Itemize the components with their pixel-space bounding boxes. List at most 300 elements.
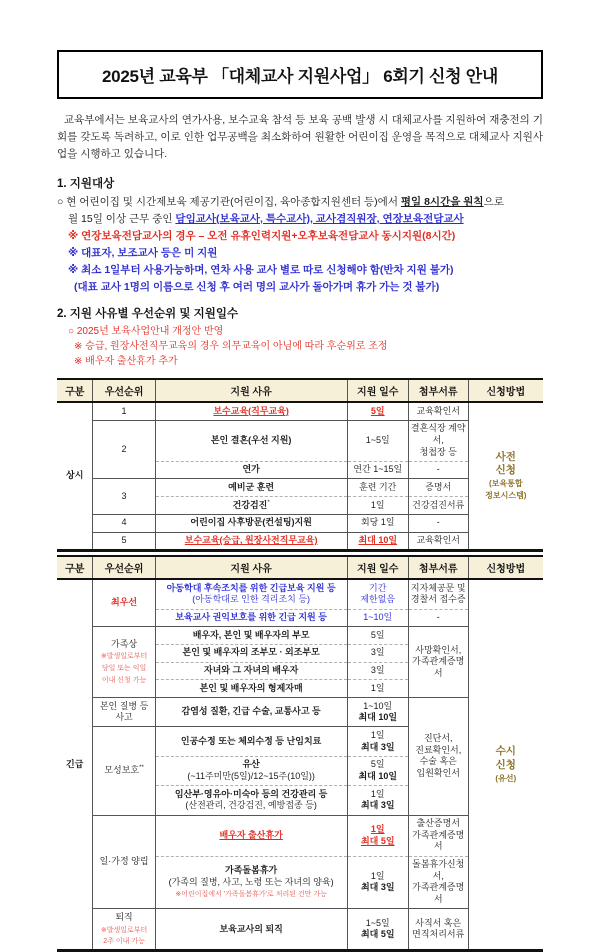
table-cell: [347, 680, 408, 698]
text-run: 최대 5일: [360, 929, 395, 940]
table-cell: [93, 514, 155, 532]
text-run: 상시: [66, 470, 84, 481]
text-run: 1일: [370, 870, 385, 881]
intro-paragraph: 교육부에서는 보육교사의 연가사용, 보수교육 참석 등 보육 공백 발생 시 대체교사를 지원하여 재충전의 기회를 갖도록 독려하고, 이로 인한 업무공백을 최소화하여 원활한 어린이집 운영을 목적으로 대체교사 지원사업을 시행하고 있습니다.: [57, 114, 543, 160]
text-run: 5일: [370, 405, 385, 416]
text-run: 청첩장 등: [419, 446, 457, 457]
text-line: [350, 517, 406, 529]
text-line: [471, 490, 541, 502]
text-line: [411, 656, 466, 679]
text-run: 보육교사의 퇴직: [219, 923, 283, 934]
column-header: 신청방법: [468, 379, 543, 402]
column-header: 신청방법: [468, 556, 543, 579]
text-run: **: [139, 765, 144, 772]
text-line: [57, 245, 543, 262]
text-line: [350, 500, 406, 512]
table-cell: [57, 402, 93, 551]
text-line: [158, 888, 345, 900]
text-run: 일·가정 양립: [99, 856, 149, 867]
text-run: 본인 결혼(우선 지원): [210, 434, 292, 445]
text-line: [350, 464, 406, 476]
text-line: [158, 665, 345, 677]
text-line: [471, 451, 541, 465]
text-run: 1: [121, 405, 127, 416]
table-cell: [155, 514, 347, 532]
text-run: 최대 3일: [360, 800, 395, 811]
text-line: [95, 597, 152, 609]
table-cell: [155, 497, 347, 515]
text-run: (산전관리, 건강검진, 예방접종 등): [185, 800, 317, 811]
text-line: [471, 759, 541, 773]
text-run: 최대 10일: [358, 535, 398, 545]
text-line: [350, 712, 406, 724]
table-cell: [93, 627, 155, 698]
text-line: [95, 712, 152, 724]
text-run: 최대 3일: [360, 882, 395, 893]
text-line: [350, 647, 406, 659]
table-cell: [155, 479, 347, 497]
text-run: 보수교육(직무교육): [213, 405, 289, 416]
column-header: 우선순위: [93, 379, 155, 402]
text-run: 최대 5일: [360, 835, 395, 846]
text-line: [95, 639, 152, 651]
text-run: 출산증명서: [416, 818, 460, 828]
table-row: [57, 579, 543, 609]
text-line: [158, 535, 345, 547]
table-cell: [155, 698, 347, 727]
text-line: [158, 771, 345, 783]
text-line: [411, 594, 466, 606]
section2-lines: [57, 324, 543, 369]
text-line: [95, 935, 152, 947]
table-cell: [155, 644, 347, 662]
text-line: [471, 773, 541, 785]
text-run: 1일: [370, 823, 385, 834]
text-run: 본인 질병 등: [99, 700, 149, 711]
text-line: [350, 789, 406, 801]
text-run: 1일: [370, 499, 385, 510]
section-support-target: [57, 175, 543, 296]
text-run: 감염성 질환, 긴급 수술, 교통사고 등: [181, 706, 321, 717]
table-cell: [57, 579, 93, 951]
text-line: [158, 612, 345, 624]
table-cell: [93, 909, 155, 951]
table-cell: [93, 579, 155, 627]
text-run: 훈련 기간: [359, 481, 397, 492]
table-cell: [408, 497, 468, 515]
text-line: [411, 406, 466, 418]
table-cell: [347, 644, 408, 662]
text-line: [350, 665, 406, 677]
table-cell: [155, 420, 347, 461]
table-cell: [155, 579, 347, 609]
text-line: [350, 482, 406, 494]
table-cell: [347, 909, 408, 951]
text-run: -: [436, 517, 440, 528]
text-run: 사전: [495, 450, 516, 463]
table-cell: [347, 420, 408, 461]
section1-heading: 1. 지원대상: [57, 178, 115, 190]
table-cell: [155, 461, 347, 479]
text-line: [350, 406, 406, 418]
text-run: 1~10일: [363, 612, 393, 623]
text-run: 신청: [495, 758, 516, 771]
text-line: [57, 324, 543, 339]
table-cell: [408, 402, 468, 420]
text-line: [350, 594, 406, 606]
table-cell: [347, 627, 408, 645]
table-cell: [347, 662, 408, 680]
text-line: [350, 836, 406, 848]
table-cell: [155, 680, 347, 698]
text-line: [158, 865, 345, 877]
text-line: [411, 464, 466, 476]
text-run: 회당 1일: [360, 517, 395, 528]
text-line: [158, 435, 345, 447]
text-run: ○ 2025년 보육사업안내 개정안 반영: [68, 326, 224, 337]
text-run: 아동학대 후속조치를 위한 긴급보육 지원 등: [166, 582, 336, 593]
text-line: [350, 871, 406, 883]
text-run: 배우자, 본인 및 배우자의 부모: [192, 629, 310, 640]
table-cell: [347, 514, 408, 532]
text-line: [411, 733, 466, 745]
text-run: 제한없음: [360, 594, 396, 605]
text-run: 진료확인서,: [415, 744, 462, 755]
table-cell: [408, 698, 468, 816]
text-run: 사직서 혹은: [415, 917, 462, 928]
table-cell: [408, 532, 468, 551]
text-run: 당일 또는 익일: [101, 665, 147, 673]
text-line: [95, 765, 152, 777]
section2-heading: 2. 지원 사유별 우선순위 및 지원일수: [57, 308, 239, 320]
text-line: [158, 736, 345, 748]
text-run: 1~5일: [365, 917, 390, 928]
table-header-row: [57, 379, 543, 402]
text-line: [350, 918, 406, 930]
text-run: (~11주미만(5일)/12~15주(10일)): [187, 770, 315, 781]
text-run: (대표 교사 1명의 이름으로 신청 후 여러 명의 교사가 돌아가며 휴가 가는 것 불가): [74, 281, 440, 293]
text-run: 예비군 훈련: [228, 481, 275, 492]
text-run: 자녀와 그 자녀의 배우자: [203, 665, 299, 676]
table-cell: [93, 815, 155, 909]
text-run: 1~10일: [363, 700, 393, 711]
table-cell: [93, 532, 155, 551]
table-cell: [93, 402, 155, 420]
text-run: ※발생일로부터: [100, 653, 148, 661]
text-run: ※발생일로부터: [100, 926, 148, 934]
text-run: 연간 1~15일: [353, 464, 403, 475]
text-line: [95, 924, 152, 936]
column-header: 구분: [57, 556, 93, 579]
text-line: [95, 491, 152, 503]
text-run: 1일: [370, 682, 385, 693]
text-line: [158, 482, 345, 494]
text-run: 교육확인서: [416, 405, 460, 416]
text-run: 본인 및 배우자의 조부모 · 외조부모: [182, 647, 320, 658]
text-run: 가족관계증명서: [412, 656, 465, 678]
text-run: ※ 배우자 출산휴가 추가: [74, 356, 178, 367]
text-line: [158, 464, 345, 476]
text-line: [471, 745, 541, 759]
text-line: [411, 818, 466, 830]
table-cell: [408, 909, 468, 951]
text-line: [57, 262, 543, 279]
text-line: [158, 683, 345, 695]
text-run: 담임교사(보육교사, 특수교사), 교사겸직원장, 연장보육전담교사: [175, 213, 464, 225]
text-line: [350, 683, 406, 695]
text-run: 3일: [370, 647, 385, 658]
table-cell: [347, 856, 408, 909]
text-line: [57, 228, 543, 245]
table-cell: [347, 698, 408, 727]
text-run: 5: [121, 535, 127, 545]
text-line: [411, 500, 466, 512]
table-cell: [408, 461, 468, 479]
table-cell: [155, 727, 347, 756]
text-line: [411, 745, 466, 757]
text-line: [158, 647, 345, 659]
text-run: 으로: [483, 196, 504, 208]
text-run: 유산: [242, 759, 260, 770]
text-line: [350, 759, 406, 771]
column-header: 지원 사유: [155, 556, 347, 579]
table-cell: [155, 402, 347, 420]
text-run: 신청: [495, 464, 516, 477]
text-line: [59, 470, 90, 482]
table-cell: [347, 815, 408, 856]
text-run: 사고: [115, 712, 133, 723]
text-line: [411, 830, 466, 853]
text-run: -: [436, 612, 440, 623]
text-line: [158, 877, 345, 889]
table-cell: [155, 756, 347, 785]
section1-lines: [57, 194, 543, 296]
text-line: [411, 583, 466, 595]
text-run: 1~5일: [365, 434, 390, 445]
table-cell: [347, 461, 408, 479]
text-line: [350, 929, 406, 941]
text-run: 2주 이내 가능: [103, 938, 145, 946]
text-line: [57, 211, 543, 228]
text-run: 모성보호: [104, 765, 140, 776]
text-line: [350, 612, 406, 624]
table-cell: [408, 627, 468, 698]
text-run: ※ 대표자, 보조교사 등은 미 지원: [68, 247, 218, 259]
text-line: [411, 423, 466, 446]
text-run: 연가: [242, 464, 260, 475]
text-line: [411, 929, 466, 941]
text-run: 수술 혹은: [419, 756, 457, 767]
text-run: (보육통합: [489, 479, 523, 489]
text-line: [471, 464, 541, 478]
text-run: (아동학대로 인한 격리조치 등): [192, 594, 311, 605]
text-line: [411, 447, 466, 459]
text-run: 기간: [369, 582, 387, 593]
text-line: [57, 279, 543, 296]
text-line: [95, 517, 152, 529]
table-cell: [408, 420, 468, 461]
text-line: [57, 194, 543, 211]
text-line: [57, 339, 543, 354]
table-cell: [155, 815, 347, 856]
text-run: -: [436, 464, 440, 475]
text-line: [95, 662, 152, 674]
table-cell: [155, 627, 347, 645]
text-line: [411, 535, 466, 547]
text-line: [158, 517, 345, 529]
text-line: [158, 500, 345, 512]
table-cell: [93, 479, 155, 514]
text-line: [350, 535, 406, 547]
column-header: 첨부서류: [408, 556, 468, 579]
text-run: 결혼식장 계약서,: [410, 423, 466, 445]
text-run: 가족돌봄휴가: [225, 864, 278, 875]
text-line: [411, 882, 466, 905]
column-header: 첨부서류: [408, 379, 468, 402]
column-header: 지원 일수: [347, 379, 408, 402]
text-run: ※ 연장보육전담교사의 경우 – 오전 유휴인력지원+오후보육전담교사 동시지원(8시간): [68, 230, 456, 242]
text-line: [158, 630, 345, 642]
text-run: 1일: [370, 729, 385, 740]
text-run: ○ 현 어린이집 및 시간제보육 제공기관(어린이집, 육아종합지원센터 등)에서: [57, 196, 401, 208]
text-run: 최대 10일: [358, 712, 398, 723]
text-run: 5일: [370, 759, 385, 770]
text-run: 3일: [370, 665, 385, 676]
text-line: [95, 701, 152, 713]
text-line: [411, 756, 466, 768]
urgent-support-table: [57, 555, 543, 952]
text-run: 보수교육(승급, 원장사전직무교육): [184, 535, 318, 545]
text-run: 입원확인서: [416, 767, 460, 778]
text-run: 최대 3일: [360, 741, 395, 752]
column-header: 지원 사유: [155, 379, 347, 402]
text-line: [350, 701, 406, 713]
text-run: 건강검진: [232, 499, 268, 510]
text-line: [350, 730, 406, 742]
text-line: [57, 354, 543, 369]
text-line: [411, 517, 466, 529]
text-run: 건강검진서류: [412, 499, 465, 510]
text-run: (가족의 질병, 사고, 노령 또는 자녀의 양육): [168, 876, 334, 887]
text-run: 임산부·영유아·미숙아 등의 건강관리 등: [174, 788, 328, 799]
text-line: [158, 706, 345, 718]
text-run: 면직처리서류: [412, 929, 465, 940]
text-run: 인공수정 또는 체외수정 등 난임치료: [180, 735, 322, 746]
text-line: [350, 583, 406, 595]
text-run: 최대 10일: [358, 770, 398, 781]
text-run: 수시: [495, 745, 516, 758]
text-run: 4: [121, 517, 127, 528]
text-run: 사망확인서,: [415, 644, 462, 655]
table-cell: [155, 532, 347, 551]
table-cell: [347, 727, 408, 756]
text-line: [411, 768, 466, 780]
table-cell: [155, 786, 347, 815]
column-header: 지원 일수: [347, 556, 408, 579]
table-cell: [347, 479, 408, 497]
text-run: 돌봄휴가신청서,: [412, 859, 465, 881]
table-cell: [408, 856, 468, 909]
text-run: 퇴직: [115, 911, 133, 922]
table-cell: [408, 815, 468, 856]
text-line: [59, 759, 90, 771]
text-line: [471, 478, 541, 490]
column-header: 구분: [57, 379, 93, 402]
text-run: 월 15일 이상 근무 중인: [68, 213, 176, 225]
text-run: *: [267, 499, 270, 506]
table-cell: [408, 514, 468, 532]
text-line: [95, 674, 152, 686]
text-line: [158, 789, 345, 801]
text-run: 3: [121, 490, 127, 501]
document-title: 2025년 교육부 「대체교사 지원사업」 6회기 신청 안내: [102, 67, 498, 86]
text-run: 긴급: [66, 758, 84, 769]
table-cell: [347, 579, 408, 609]
table-cell: [468, 402, 543, 551]
title-box: [57, 50, 543, 99]
text-run: ※어린이집에서 '가족돌봄휴가'로 처리된 건만 가능: [175, 891, 327, 899]
table-cell: [347, 609, 408, 627]
text-run: 이내 신청 가능: [101, 676, 147, 684]
table-row: [57, 402, 543, 420]
table-cell: [347, 786, 408, 815]
text-run: 1일: [370, 788, 385, 799]
table-cell: [347, 402, 408, 420]
text-run: 지자체공문 및: [410, 582, 466, 593]
table-cell: [347, 532, 408, 551]
table-cell: [155, 609, 347, 627]
text-line: [350, 435, 406, 447]
table-cell: [408, 609, 468, 627]
text-line: [350, 824, 406, 836]
table-header-row: [57, 556, 543, 579]
text-run: 본인 및 배우자의 형제자매: [199, 682, 303, 693]
text-line: [158, 800, 345, 812]
table-cell: [155, 909, 347, 951]
text-run: 배우자 출산휴가: [219, 829, 283, 840]
table-cell: [93, 698, 155, 727]
text-run: 평일 8시간을 원칙: [400, 196, 484, 208]
text-line: [158, 583, 345, 595]
text-run: ※ 승급, 원장사전직무교육의 경우 의무교육이 아님에 따라 후순위로 조정: [74, 341, 388, 352]
text-run: 증명서: [425, 481, 452, 492]
text-run: 경찰서 접수증: [410, 594, 466, 605]
text-line: [95, 444, 152, 456]
text-run: 2: [121, 443, 127, 454]
table-cell: [93, 727, 155, 815]
table-cell: [347, 756, 408, 785]
text-line: [350, 742, 406, 754]
text-run: 5일: [370, 629, 385, 640]
table-cell: [408, 479, 468, 497]
text-line: [158, 830, 345, 842]
text-run: 가족관계증명서: [412, 829, 465, 852]
text-line: [158, 406, 345, 418]
text-run: (유선): [495, 773, 517, 783]
text-line: [411, 859, 466, 882]
text-line: [95, 856, 152, 868]
text-line: [158, 924, 345, 936]
text-line: [95, 912, 152, 924]
table-cell: [93, 420, 155, 479]
table-cell: [468, 579, 543, 951]
table-cell: [155, 856, 347, 909]
section-priority: [57, 305, 543, 369]
text-line: [158, 759, 345, 771]
text-line: [411, 612, 466, 624]
text-run: 가족관계증명서: [412, 882, 465, 905]
column-header: 우선순위: [93, 556, 155, 579]
